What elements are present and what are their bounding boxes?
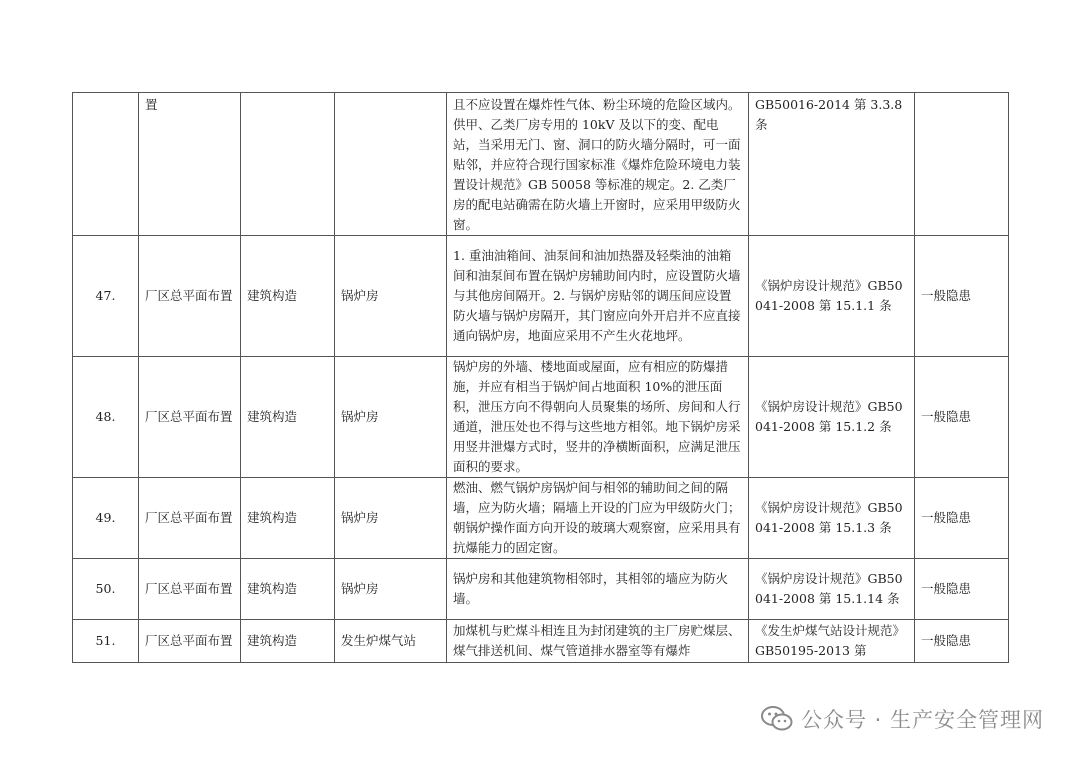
- wechat-icon: [761, 706, 793, 732]
- category-cell: 厂区总平面布置: [139, 357, 241, 478]
- regulation-table: [72, 92, 1009, 663]
- subcategory-cell: 建筑构造: [241, 236, 335, 357]
- category-cell: 厂区总平面布置: [139, 559, 241, 620]
- level-cell: 一般隐患: [915, 236, 1009, 357]
- location-cell: [335, 93, 447, 236]
- basis-cell: 《发生炉煤气站设计规范》GB50195-2013 第: [749, 620, 915, 663]
- row-number: [73, 93, 139, 236]
- row-number: 47.: [73, 236, 139, 357]
- requirement-cell: 锅炉房的外墙、楼地面或屋面，应有相应的防爆措施，并应有相当于锅炉间占地面积 10%的泄压面积，泄压方向不得朝向人员聚集的场所、房间和人行通道，泄压处也不得与这些地方相邻。地下锅炉房采用竖井泄爆方式时，竖井的净横断面积，应满足泄压面积的要求。: [447, 357, 749, 478]
- category-cell: 厂区总平面布置: [139, 236, 241, 357]
- level-cell: 一般隐患: [915, 559, 1009, 620]
- location-cell: 锅炉房: [335, 236, 447, 357]
- table-row: [73, 236, 1009, 357]
- requirement-cell: 锅炉房和其他建筑物相邻时，其相邻的墙应为防火墙。: [447, 559, 749, 620]
- requirement-cell: 1. 重油油箱间、油泵间和油加热器及轻柴油的油箱间和油泵间布置在锅炉房辅助间内时，应设置防火墙与其他房间隔开。2. 与锅炉房贴邻的调压间应设置防火墙与锅炉房隔开，其门窗应向外开启并不应直接通向锅炉房，地面应采用不产生火花地坪。: [447, 236, 749, 357]
- basis-cell: 《锅炉房设计规范》GB50041-2008 第 15.1.14 条: [749, 559, 915, 620]
- basis-cell: 《锅炉房设计规范》GB50041-2008 第 15.1.3 条: [749, 478, 915, 559]
- table-row: [73, 93, 1009, 236]
- table-row: [73, 559, 1009, 620]
- subcategory-cell: 建筑构造: [241, 620, 335, 663]
- location-cell: 锅炉房: [335, 357, 447, 478]
- level-cell: 一般隐患: [915, 620, 1009, 663]
- requirement-cell: 且不应设置在爆炸性气体、粉尘环境的危险区域内。供甲、乙类厂房专用的 10kV 及以下的变、配电站，当采用无门、窗、洞口的防火墙分隔时，可一面贴邻，并应符合现行国家标准《爆炸危险环境电力装置设计规范》GB 50058 等标准的规定。2. 乙类厂房的配电站确需在防火墙上开窗时，应采用甲级防火窗。: [447, 93, 749, 236]
- row-number: 50.: [73, 559, 139, 620]
- basis-cell: GB50016-2014 第 3.3.8 条: [749, 93, 915, 236]
- category-cell: 厂区总平面布置: [139, 478, 241, 559]
- row-number: 48.: [73, 357, 139, 478]
- location-cell: 发生炉煤气站: [335, 620, 447, 663]
- level-cell: [915, 93, 1009, 236]
- category-cell: 厂区总平面布置: [139, 620, 241, 663]
- watermark-text: 公众号 · 生产安全管理网: [800, 708, 1044, 732]
- row-number: 49.: [73, 478, 139, 559]
- subcategory-cell: [241, 93, 335, 236]
- location-cell: 锅炉房: [335, 478, 447, 559]
- table-row: [73, 478, 1009, 559]
- table-row: [73, 357, 1009, 478]
- requirement-cell: 燃油、燃气锅炉房锅炉间与相邻的辅助间之间的隔墙，应为防火墙；隔墙上开设的门应为甲级防火门；朝锅炉操作面方向开设的玻璃大观察窗，应采用具有抗爆能力的固定窗。: [447, 478, 749, 559]
- category-cell: 置: [139, 93, 241, 236]
- watermark: [761, 704, 1044, 734]
- subcategory-cell: 建筑构造: [241, 559, 335, 620]
- row-number: 51.: [73, 620, 139, 663]
- location-cell: 锅炉房: [335, 559, 447, 620]
- level-cell: 一般隐患: [915, 478, 1009, 559]
- requirement-cell: 加煤机与贮煤斗相连且为封闭建筑的主厂房贮煤层、煤气排送机间、煤气管道排水器室等有爆炸: [447, 620, 749, 663]
- basis-cell: 《锅炉房设计规范》GB50041-2008 第 15.1.1 条: [749, 236, 915, 357]
- level-cell: 一般隐患: [915, 357, 1009, 478]
- subcategory-cell: 建筑构造: [241, 478, 335, 559]
- table-row: [73, 620, 1009, 663]
- basis-cell: 《锅炉房设计规范》GB50041-2008 第 15.1.2 条: [749, 357, 915, 478]
- subcategory-cell: 建筑构造: [241, 357, 335, 478]
